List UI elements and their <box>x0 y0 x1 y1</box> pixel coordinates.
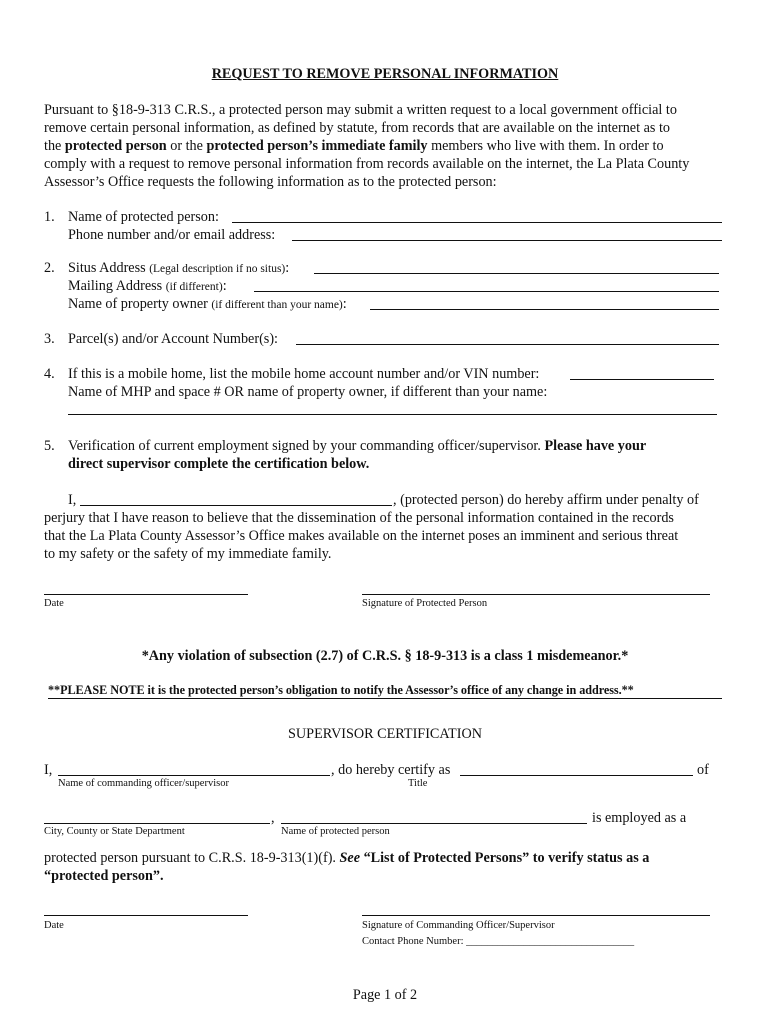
dept-comma: , <box>271 810 275 826</box>
immediate-family-term: protected person’s immediate family <box>206 138 428 154</box>
mailing-note: (if different) <box>165 281 223 293</box>
situs-label-text: Situs Address <box>68 260 146 276</box>
affirm-name-field[interactable] <box>80 505 392 506</box>
address-change-note: **PLEASE NOTE it is the protected person’s obligation to notify the Assessor’s office of any change in address.** <box>48 683 634 697</box>
contact-phone-label: Contact Phone Number: ________________________________ <box>362 936 635 947</box>
intro-line-3-mid: or the <box>166 138 207 154</box>
protected-person-term: protected person <box>64 138 167 154</box>
mailing-address-field[interactable] <box>254 291 719 292</box>
protected-person-name-field-2[interactable] <box>281 823 587 824</box>
item-1-label: Name of protected person: <box>68 209 219 225</box>
property-owner-label <box>68 295 347 314</box>
page-number: Page 1 of 2 <box>352 987 418 1003</box>
pursuant-text: protected person pursuant to C.R.S. 18-9-313(1)(f). <box>44 850 336 866</box>
owner-note: (if different than your name) <box>211 299 343 311</box>
mailing-label-text: Mailing Address <box>68 278 163 294</box>
supervisor-date-field[interactable] <box>44 915 248 916</box>
phone-email-field[interactable] <box>292 240 722 241</box>
department-label: City, County or State Department <box>44 826 185 837</box>
intro-line-1: Pursuant to §18-9-313 C.R.S., a protected person may submit a written request to a local government official to <box>44 102 677 118</box>
intro-line-5: Assessor’s Office requests the following information as to the protected person: <box>44 174 497 190</box>
verification-label <box>68 437 646 455</box>
signature-label: Signature of Protected Person <box>362 598 488 609</box>
owner-colon: : <box>342 296 347 312</box>
parcel-label: Parcel(s) and/or Account Number(s): <box>68 331 278 347</box>
protected-person-quote: “protected person”. <box>44 868 164 884</box>
violation-notice: *Any violation of subsection (2.7) of C.R.S. § 18-9-313 is a class 1 misdemeanor.* <box>141 648 629 664</box>
supervisor-title-field[interactable] <box>460 775 693 776</box>
affirm-line-1: , (protected person) do hereby affirm under penalty of <box>393 492 699 508</box>
item-2-number: 2. <box>44 260 55 276</box>
verification-text: Verification of current employment signed by your commanding officer/supervisor. <box>68 438 541 454</box>
supervisor-name-field[interactable] <box>58 775 330 776</box>
date-label: Date <box>44 598 64 609</box>
parcel-field[interactable] <box>296 344 719 345</box>
intro-line-3-post: members who live with them. In order to <box>427 138 664 154</box>
situs-colon: : <box>285 260 290 276</box>
mhp-label: Name of MHP and space # OR name of property owner, if different than your name: <box>68 384 548 400</box>
situs-address-field[interactable] <box>314 273 719 274</box>
supervisor-i: I, <box>44 762 53 778</box>
intro-line-2: remove certain personal information, as defined by statute, from records that are available on the internet as to <box>44 120 670 136</box>
employed-text: is employed as a <box>592 810 687 826</box>
document-title <box>0 66 770 83</box>
affirm-i: I, <box>68 492 77 508</box>
item-1-number: 1. <box>44 209 55 225</box>
affirm-line-4: to my safety or the safety of my immediate family. <box>44 546 332 562</box>
intro-line-4: comply with a request to remove personal information from records available on the internet, the La Plata County <box>44 156 690 172</box>
owner-label-text: Name of property owner <box>68 296 208 312</box>
verification-bold: Please have your <box>544 438 647 454</box>
verification-instruction: direct supervisor complete the certification below. <box>68 456 370 472</box>
certify-text: , do hereby certify as <box>331 762 451 778</box>
pursuant-line <box>44 849 649 867</box>
supervisor-name-label: Name of commanding officer/supervisor <box>58 778 229 789</box>
item-4-number: 4. <box>44 366 55 382</box>
title-label: Title <box>408 778 428 789</box>
date-field[interactable] <box>44 594 248 595</box>
protected-person-name-field[interactable] <box>232 222 722 223</box>
protected-name-label: Name of protected person <box>281 826 390 837</box>
supervisor-heading: SUPERVISOR CERTIFICATION <box>288 726 482 742</box>
department-field[interactable] <box>44 823 270 824</box>
see-text: See <box>339 850 361 866</box>
intro-line-3 <box>44 137 664 155</box>
note-underline <box>48 698 722 699</box>
mobile-home-label: If this is a mobile home, list the mobile home account number and/or VIN number: <box>68 366 540 382</box>
supervisor-signature-field[interactable] <box>362 915 710 916</box>
affirm-line-2: perjury that I have reason to believe that the dissemination of the personal information contained in the records <box>44 510 674 526</box>
mailing-colon: : <box>222 278 227 294</box>
mailing-address-label <box>68 277 227 296</box>
property-owner-field[interactable] <box>370 309 719 310</box>
list-text: “List of Protected Persons” to verify status as a <box>363 850 650 866</box>
of-text: of <box>697 762 709 778</box>
affirm-line-3: that the La Plata County Assessor’s Office makes available on the internet poses an imminent and serious threat <box>44 528 679 544</box>
mhp-field[interactable] <box>68 414 717 415</box>
item-5-number: 5. <box>44 438 55 454</box>
situs-note: (Legal description if no situs) <box>149 263 286 275</box>
intro-line-3-pre: the <box>44 138 65 154</box>
situs-address-label <box>68 259 289 278</box>
phone-email-label: Phone number and/or email address: <box>68 227 276 243</box>
title-text: REQUEST TO REMOVE PERSONAL INFORMATION <box>211 66 559 82</box>
item-3-number: 3. <box>44 331 55 347</box>
mobile-home-field[interactable] <box>570 379 714 380</box>
supervisor-date-label: Date <box>44 920 64 931</box>
supervisor-signature-label: Signature of Commanding Officer/Supervisor <box>362 920 555 931</box>
protected-person-signature-field[interactable] <box>362 594 710 595</box>
